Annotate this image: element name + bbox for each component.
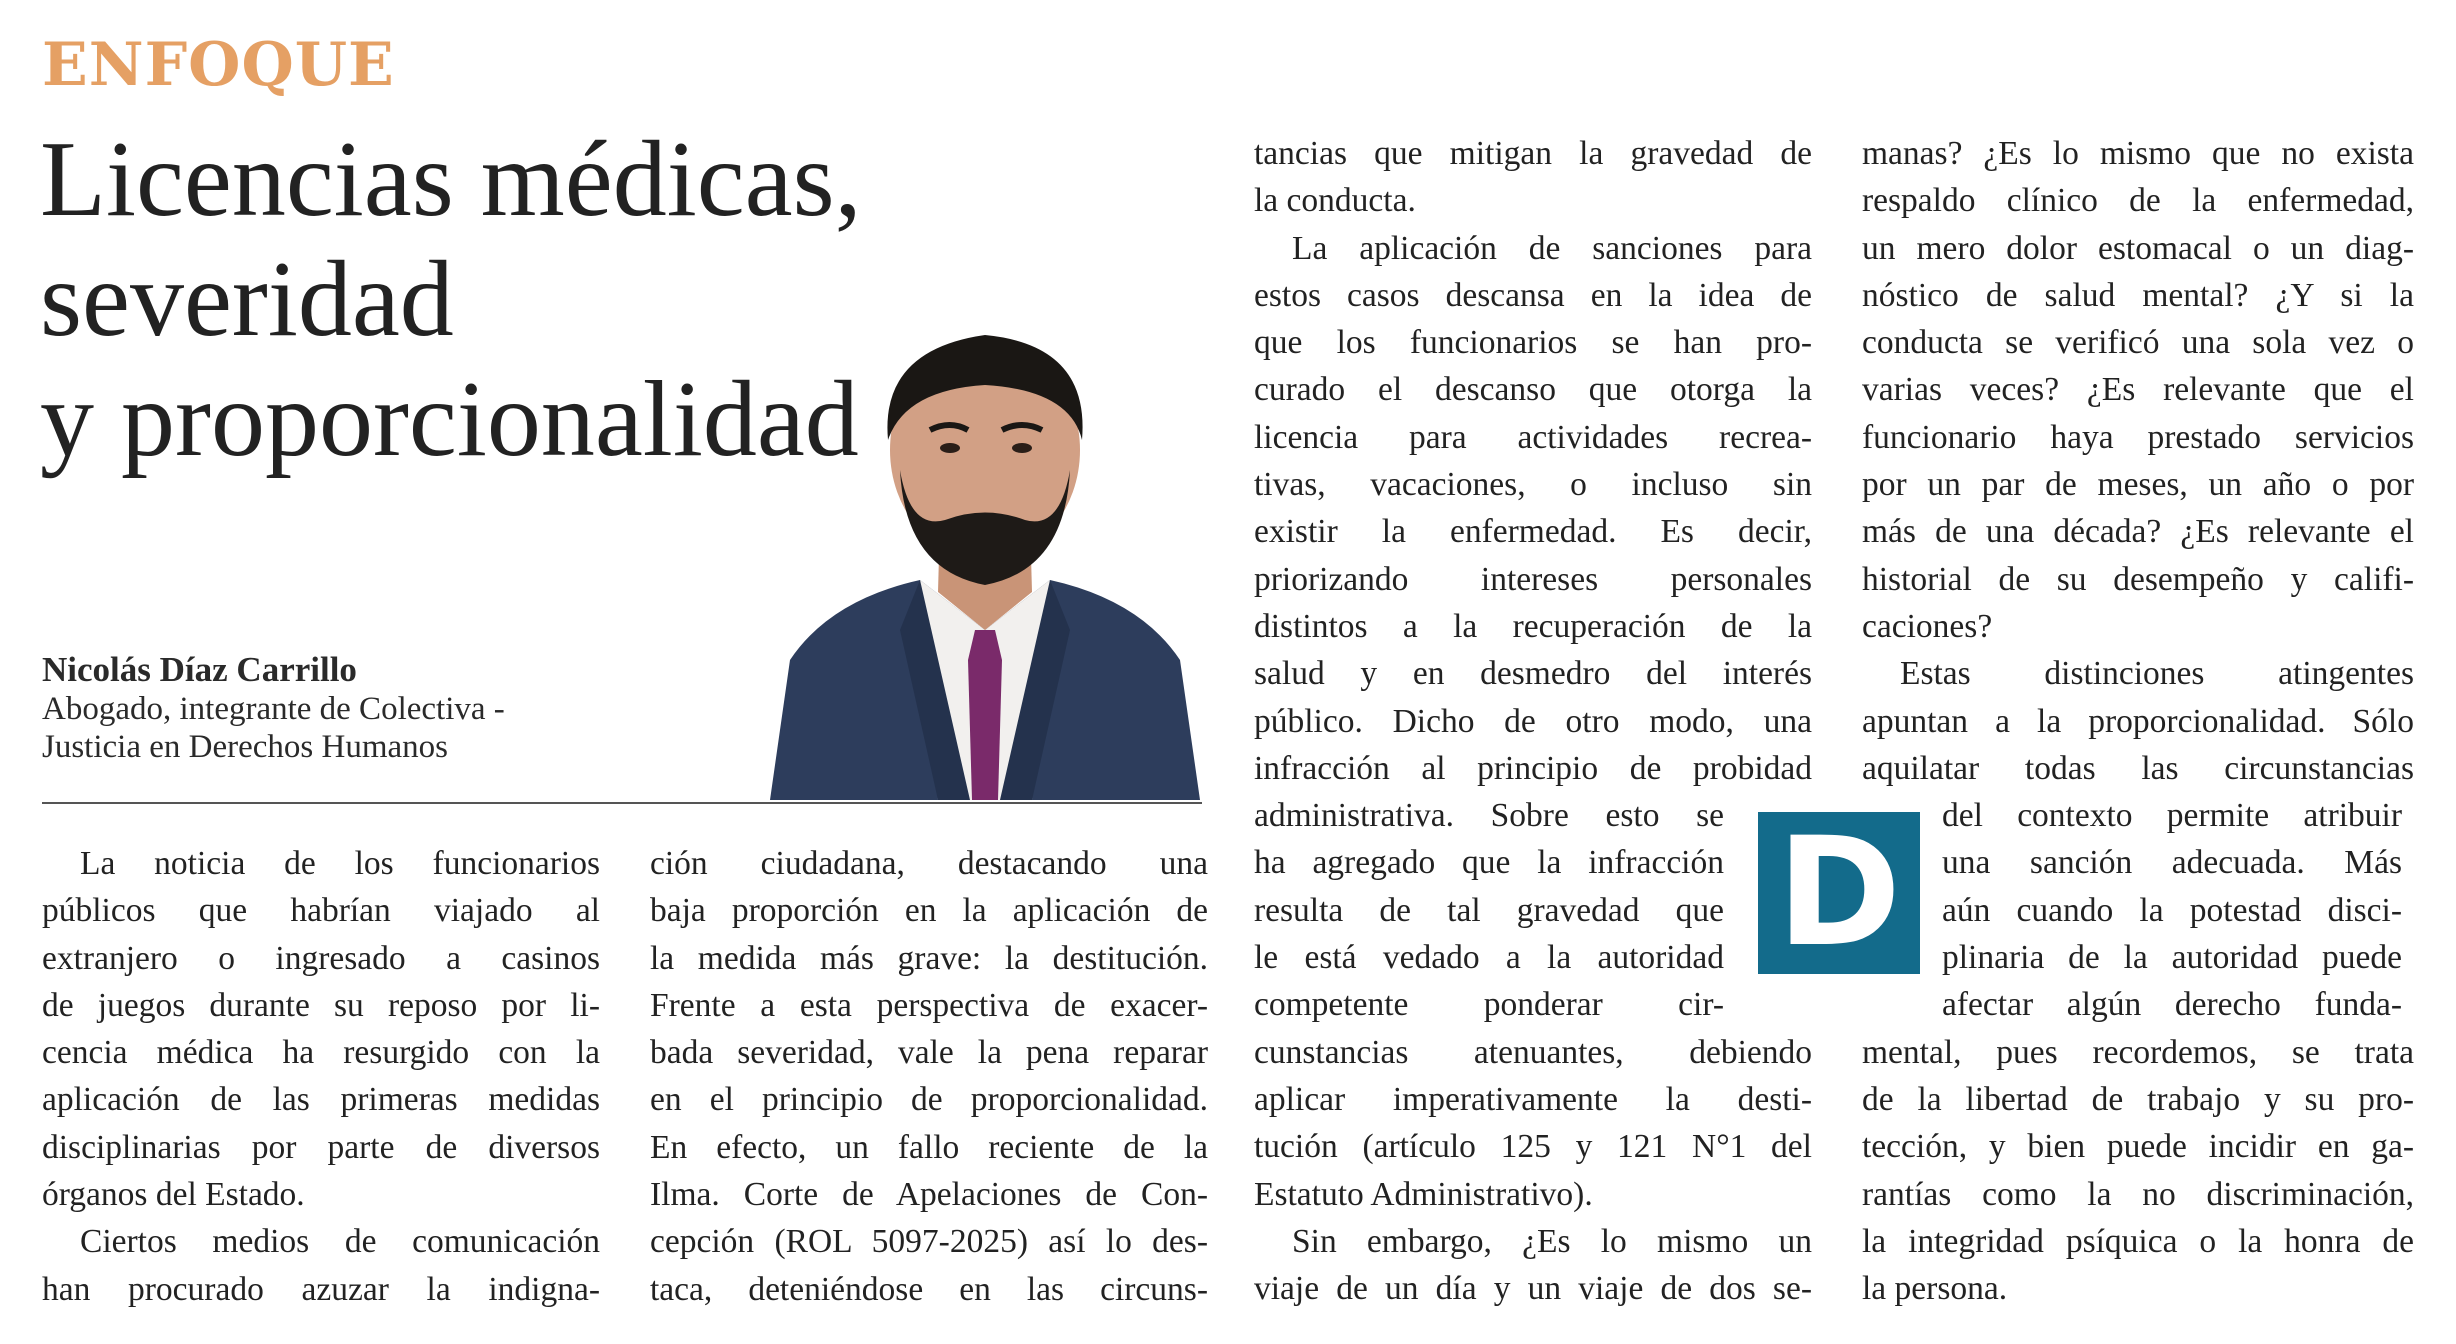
section-kicker: ENFOQUE	[42, 30, 395, 100]
text-line: tancias que mitigan la gravedad de	[1254, 135, 1812, 172]
text-line: salud y en desmedro del interés	[1254, 655, 1812, 693]
text-line: Ilma. Corte de Apelaciones de Con-	[650, 1176, 1208, 1214]
text-line: caciones?	[1862, 607, 1993, 645]
author-photo	[770, 330, 1200, 800]
article-column-3	[1254, 130, 1812, 1312]
text-line: órganos del Estado.	[42, 1176, 305, 1214]
text-line: públicos que habrían viajado al	[42, 892, 600, 930]
text-line: respaldo clínico de la enfermedad,	[1862, 182, 2414, 220]
text-line: manas? ¿Es lo mismo que no exista	[1862, 135, 2414, 172]
text-line: Frente a esta perspectiva de exacer-	[650, 986, 1208, 1024]
text-line: rantías como la no discriminación,	[1862, 1175, 2414, 1213]
text-line: más de una década? ¿Es relevante el	[1862, 513, 2414, 551]
text-line: aplicar imperativamente la desti-	[1254, 1080, 1812, 1118]
text-line: aplicación de las primeras medidas	[42, 1081, 600, 1119]
text-line: extranjero o ingresado a casinos	[42, 939, 600, 977]
text-line: taca, deteniéndose en las circuns-	[650, 1270, 1208, 1308]
text-line: priorizando intereses personales	[1254, 560, 1812, 598]
author-byline	[42, 650, 602, 766]
text-line: han procurado azuzar la indigna-	[42, 1270, 600, 1308]
text-line: la conducta.	[1254, 182, 1416, 220]
text-line: una sanción adecuada. Más	[1942, 844, 2402, 882]
text-line: aquilatar todas las circunstancias	[1862, 749, 2414, 787]
text-line: licencia para actividades recrea-	[1254, 418, 1812, 456]
text-line: tución (artículo 125 y 121 N°1 del	[1254, 1128, 1812, 1166]
text-line: de juegos durante su reposo por li-	[42, 986, 600, 1024]
text-line: la persona.	[1862, 1270, 2008, 1308]
drop-cap: D	[1758, 812, 1920, 974]
article-column-2	[650, 840, 1208, 1313]
text-line: disciplinarias por parte de diversos	[42, 1128, 600, 1166]
text-line: un mero dolor estomacal o un diag-	[1862, 229, 2414, 267]
text-line: baja proporción en la aplicación de	[650, 892, 1208, 930]
headline-line-1: Licencias médicas, severidad	[40, 120, 862, 359]
text-line: administrativa. Sobre esto se	[1254, 797, 1724, 835]
text-line: mental, pues recordemos, se trata	[1862, 1033, 2414, 1071]
text-line: le está vedado a la autoridad	[1254, 939, 1724, 977]
text-line: apuntan a la proporcionalidad. Sólo	[1862, 702, 2414, 740]
text-line: Estas distinciones atingentes	[1900, 655, 2414, 693]
text-line: por un par de meses, un año o por	[1862, 466, 2414, 504]
text-line: Estatuto Administrativo).	[1254, 1175, 1593, 1213]
text-line: nóstico de salud mental? ¿Y si la	[1862, 276, 2414, 314]
text-line: cencia médica ha resurgido con la	[42, 1034, 600, 1072]
text-line: la integridad psíquica o la honra de	[1862, 1222, 2414, 1260]
article-column-4	[1862, 130, 2414, 1312]
text-line: ción ciudadana, destacando una	[650, 845, 1208, 882]
author-role-line-1: Abogado, integrante de Colectiva -	[42, 691, 505, 727]
text-line: distintos a la recuperación de la	[1254, 607, 1812, 645]
text-line: historial de su desempeño y califi-	[1862, 560, 2414, 598]
text-line: conducta se verificó una sola vez o	[1862, 324, 2414, 362]
headline-line-2: y proporcionalidad	[40, 360, 859, 479]
text-line: que los funcionarios se han pro-	[1254, 324, 1812, 362]
text-line: de la libertad de trabajo y su pro-	[1862, 1080, 2414, 1118]
text-line: tección, y bien puede incidir en ga-	[1862, 1128, 2414, 1166]
text-line: público. Dicho de otro modo, una	[1254, 702, 1812, 740]
article-column-1	[42, 840, 600, 1313]
author-name: Nicolás Díaz Carrillo	[42, 650, 357, 689]
text-line: del contexto permite atribuir	[1942, 797, 2402, 835]
text-line: aún cuando la potestad disci-	[1942, 891, 2402, 929]
text-line: viaje de un día y un viaje de dos se-	[1254, 1270, 1812, 1308]
text-line: cunstancias atenuantes, debiendo	[1254, 1033, 1812, 1071]
text-line: ha agregado que la infracción	[1254, 844, 1724, 882]
text-line: Sin embargo, ¿Es lo mismo un	[1292, 1222, 1812, 1260]
text-line: estos casos descansa en la idea de	[1254, 276, 1812, 314]
text-line: La noticia de los funcionarios	[80, 845, 600, 882]
text-line: competente ponderar cir-	[1254, 986, 1724, 1024]
text-line: bada severidad, vale la pena reparar	[650, 1034, 1208, 1072]
text-line: la medida más grave: la destitución.	[650, 939, 1208, 977]
text-line: resulta de tal gravedad que	[1254, 891, 1724, 929]
text-line: plinaria de la autoridad puede	[1942, 939, 2402, 977]
text-line: tivas, vacaciones, o incluso sin	[1254, 466, 1812, 504]
text-line: existir la enfermedad. Es decir,	[1254, 513, 1812, 551]
text-line: afectar algún derecho funda-	[1942, 986, 2402, 1024]
text-line: cepción (ROL 5097-2025) así lo des-	[650, 1223, 1208, 1261]
author-role-line-2: Justicia en Derechos Humanos	[42, 729, 448, 765]
text-line: varias veces? ¿Es relevante que el	[1862, 371, 2414, 409]
text-line: Ciertos medios de comunicación	[80, 1223, 600, 1261]
text-line: en el principio de proporcionalidad.	[650, 1081, 1208, 1119]
text-line: La aplicación de sanciones para	[1292, 229, 1812, 267]
text-line: curado el descanso que otorga la	[1254, 371, 1812, 409]
text-line: funcionario haya prestado servicios	[1862, 418, 2414, 456]
section-divider	[42, 802, 1202, 804]
text-line: En efecto, un fallo reciente de la	[650, 1128, 1208, 1166]
text-line: infracción al principio de probidad	[1254, 749, 1812, 787]
